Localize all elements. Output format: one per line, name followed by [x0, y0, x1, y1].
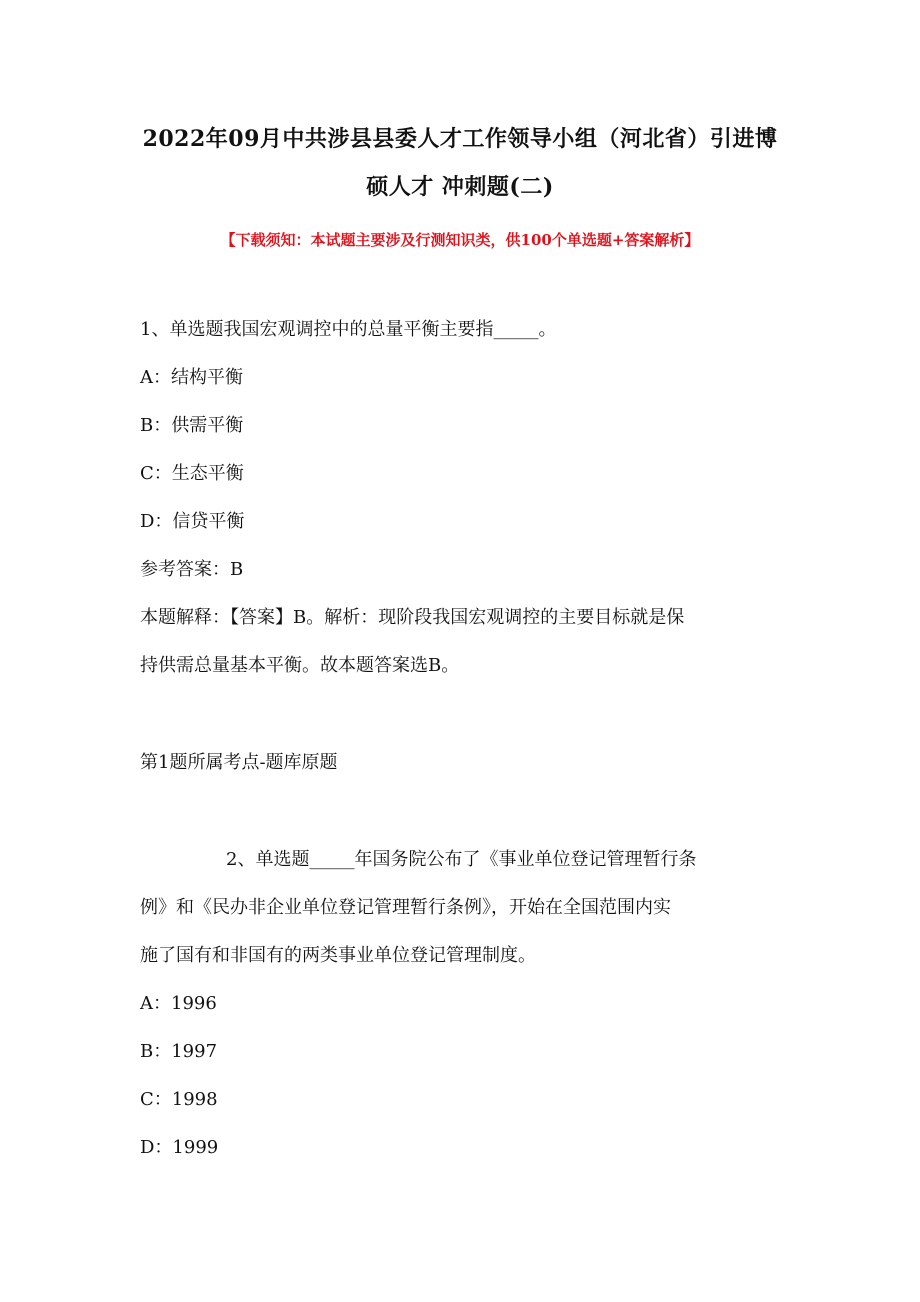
question-2-option-c: C：1998: [140, 1089, 218, 1110]
document-title-line-1: 2022年09月中共涉县县委人才工作领导小组（河北省）引进博: [142, 126, 778, 152]
document-title-line-2: 硕人才 冲刺题(二): [366, 174, 554, 200]
question-2-stem-line-3: 施了国有和非国有的两类事业单位登记管理制度。: [140, 945, 536, 966]
question-2-stem-line-2: 例》和《民办非企业单位登记管理暂行条例》，开始在全国范围内实: [140, 897, 671, 918]
question-1-answer: 参考答案：B: [140, 559, 244, 580]
question-1-option-b: B：供需平衡: [140, 415, 244, 436]
question-2-option-d: D：1999: [140, 1137, 219, 1158]
question-1-option-a: A：结构平衡: [140, 367, 243, 388]
question-1-stem: 1、单选题我国宏观调控中的总量平衡主要指_____。: [140, 319, 557, 340]
question-1-option-c: C：生态平衡: [140, 463, 244, 484]
question-1-explanation-line-1: 本题解释：【答案】B。解析：现阶段我国宏观调控的主要目标就是保: [140, 607, 685, 628]
download-notice: 【下载须知：本试题主要涉及行测知识类，供100个单选题+答案解析】: [220, 231, 700, 249]
question-1-explanation-line-2: 持供需总量基本平衡。故本题答案选B。: [140, 655, 460, 676]
question-2-stem-line-1: 2、单选题_____年国务院公布了《事业单位登记管理暂行条: [226, 849, 697, 870]
question-1-topic: 第1题所属考点-题库原题: [140, 752, 338, 773]
question-2-option-b: B：1997: [140, 1041, 218, 1062]
question-1-option-d: D：信贷平衡: [140, 511, 245, 532]
question-2-option-a: A：1996: [140, 993, 217, 1014]
